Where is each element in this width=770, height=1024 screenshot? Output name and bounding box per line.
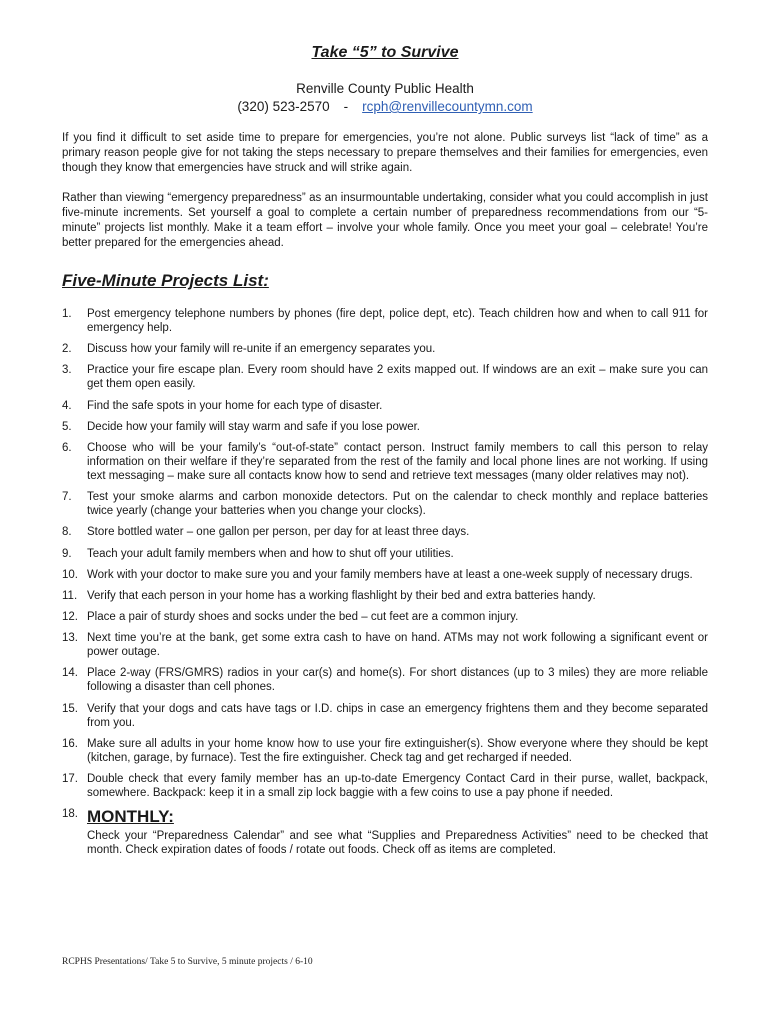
list-item-text: Store bottled water – one gallon per person, per day for at least three days.: [87, 526, 470, 539]
list-item-text: Discuss how your family will re-unite if an emergency separates you.: [87, 343, 436, 356]
contact-separator: -: [343, 99, 349, 114]
list-item: [62, 363, 708, 391]
list-item-number: 1.: [62, 308, 72, 320]
intro-paragraph-2: Rather than viewing “emergency preparedness” as an insurmountable undertaking, consider what you could accomplish in just five-minute increments. Set yourself a goal to complete a certain number of preparedness recommendations from our “5-minute” projects list monthly. Make it a team effort – involve your whole family. Once you meet your goal – celebrate! You’re better prepared for the emergencies ahead.: [62, 192, 708, 249]
list-item-text: Place 2-way (FRS/GMRS) radios in your car(s) and home(s). For short distances (up to 3 miles) they are more reliable following a disaster than cell phones.: [87, 667, 708, 694]
list-item-text: Post emergency telephone numbers by phones (fire dept, police dept, etc). Teach children how and when to call 911 for emergency help.: [87, 308, 708, 334]
list-item-number: 13.: [62, 632, 78, 645]
list-item-text: Test your smoke alarms and carbon monoxide detectors. Put on the calendar to check monthly and replace batteries twice yearly (change your batteries when you change your clocks).: [87, 491, 708, 518]
list-item-number: 3.: [62, 364, 72, 377]
list-item-text: Teach your adult family members when and how to shut off your utilities.: [87, 547, 454, 560]
list-item-number: 4.: [62, 399, 72, 412]
list-item-number: 10.: [62, 568, 78, 581]
list-item-number: 2.: [62, 343, 72, 356]
projects-list: [62, 307, 708, 857]
list-item: [62, 420, 708, 434]
intro-paragraph-1: If you find it difficult to set aside time to prepare for emergencies, you’re not alone. Public surveys list “lack of time” as a primary reason people give for not taking the steps necessary to prepare themselves and their families for emergencies, even though they know that emergencies have struck and will strike again.: [62, 132, 708, 174]
list-item: [62, 547, 708, 561]
section-heading: Five-Minute Projects List:: [62, 271, 269, 290]
document-page: [62, 44, 708, 864]
list-item-number: 5.: [62, 420, 72, 433]
page-title: Take “5” to Survive: [311, 44, 459, 61]
list-item-number: 9.: [62, 547, 72, 560]
list-item-text: Check your “Preparedness Calendar” and see what “Supplies and Preparedness Activities” need to be checked that month. Check expiration dates of foods / rotate out foods. Check off as items are completed.: [87, 830, 708, 857]
list-item-text: Find the safe spots in your home for each type of disaster.: [87, 399, 383, 412]
organization-name: Renville County Public Health: [296, 81, 474, 96]
list-item-number: 17.: [62, 773, 78, 785]
list-item: [62, 568, 708, 582]
list-item: [62, 772, 708, 800]
list-item: [62, 307, 708, 335]
list-item-text: Verify that your dogs and cats have tags or I.D. chips in case an emergency frightens them and they become separated from you.: [87, 702, 708, 729]
page-footer: RCPHS Presentations/ Take 5 to Survive, 5 minute projects / 6-10: [62, 957, 313, 967]
list-item-text: Next time you’re at the bank, get some extra cash to have on hand. ATMs may not work following a significant event or power outage.: [87, 632, 708, 659]
list-item-text: Choose who will be your family’s “out-of-state” contact person. Instruct family members to call this person to relay information on their welfare if they’re separated from the rest of the family and local phone lines are not working. If using text messaging – make sure all contacts know how to send and retrieve text messages (many older relatives may not).: [87, 441, 708, 482]
list-item-number: 8.: [62, 526, 72, 539]
list-item-number: 16.: [62, 737, 78, 750]
list-item-text: Practice your fire escape plan. Every room should have 2 exits mapped out. If windows are an exit – make sure you can get them open easily.: [87, 364, 708, 391]
list-item-monthly: [62, 807, 708, 857]
contact-line: [62, 98, 708, 116]
list-item: [62, 342, 708, 356]
list-item-text: Work with your doctor to make sure you and your family members have at least a one-week supply of necessary drugs.: [87, 568, 693, 581]
list-item-text: Decide how your family will stay warm and safe if you lose power.: [87, 420, 421, 433]
list-item: [62, 441, 708, 483]
list-item-number: 18.: [62, 808, 78, 821]
list-item-text: Verify that each person in your home has a working flashlight by their bed and extra batteries handy.: [87, 589, 596, 602]
list-item: [62, 666, 708, 694]
list-item-text: Double check that every family member has an up-to-date Emergency Contact Card in their purse, wallet, backpack, somewhere. Backpack: keep it in a small zip lock baggie with a few coins to use a pay phone if needed.: [87, 773, 708, 799]
list-item: [62, 525, 708, 539]
list-item-number: 14.: [62, 667, 78, 680]
list-item: [62, 702, 708, 730]
list-item-text: Make sure all adults in your home know how to use your fire extinguisher(s). Show everyone where they should be kept (kitchen, garage, by furnace). Test the fire extinguisher. Check tag and get recharged if needed.: [87, 737, 708, 764]
list-item-number: 7.: [62, 491, 72, 504]
list-item-number: 6.: [62, 441, 72, 454]
list-item: [62, 399, 708, 413]
list-item: [62, 490, 708, 518]
email-link[interactable]: rcph@renvillecountymn.com: [362, 99, 533, 114]
list-item: [62, 610, 708, 624]
list-item-text: Place a pair of sturdy shoes and socks under the bed – cut feet are a common injury.: [87, 611, 519, 624]
list-item: [62, 589, 708, 603]
list-item-number: 15.: [62, 702, 78, 715]
phone-number: (320) 523-2570: [237, 99, 330, 114]
list-item: [62, 737, 708, 765]
list-item-number: 12.: [62, 611, 78, 624]
list-item-number: 11.: [62, 589, 78, 602]
list-item: [62, 631, 708, 659]
monthly-heading: MONTHLY:: [87, 807, 174, 827]
